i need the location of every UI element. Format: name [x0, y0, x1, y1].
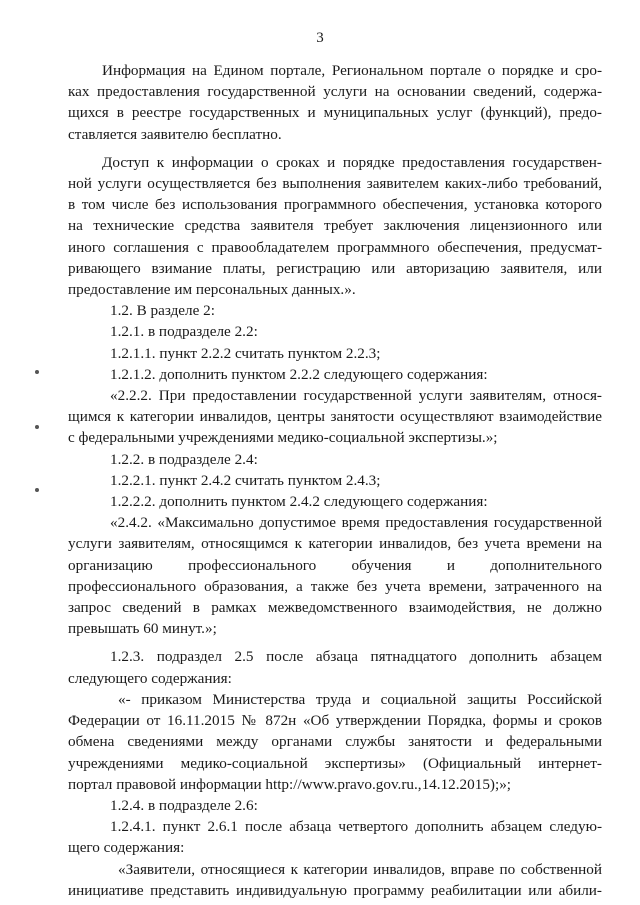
- text-line: «2.2.2. При предоставлении государственной услуги заявителям, относя-: [110, 387, 602, 405]
- text-line: профессионального образования, а также без учета времени, затраченного на: [68, 577, 602, 595]
- margin-mark: [35, 425, 39, 429]
- margin-mark: [35, 370, 39, 374]
- text-line: щихся в реестре государственных и муниципальных услуг (функций), предо-: [68, 104, 602, 122]
- text-line: превышать 60 минут.»;: [68, 620, 217, 638]
- page-number: 3: [316, 30, 324, 46]
- text-line: ной услуги осуществляется без выполнения заявителем каких-либо требований,: [68, 175, 602, 193]
- text-line: щего содержания:: [68, 839, 185, 857]
- text-line: следующего содержания:: [68, 669, 232, 687]
- text-line: на технические средства заявителя требует заключения лицензионного или: [68, 217, 602, 235]
- text-line: Доступ к информации о сроках и порядке предоставления государствен-: [102, 153, 602, 171]
- text-line: «Заявители, относящиеся к категории инвалидов, вправе по собственной: [118, 860, 602, 878]
- margin-mark: [35, 488, 39, 492]
- text-line: Информация на Едином портале, Региональном портале о порядке и сро-: [102, 62, 602, 79]
- text-line: ставляется заявителю бесплатно.: [68, 125, 282, 143]
- text-line: Федерации от 16.11.2015 № 872н «Об утверждении Порядка, формы и сроков: [68, 712, 602, 730]
- text-line: услуги заявителям, относящимся к категории инвалидов, без учета времени на: [68, 535, 602, 553]
- text-line: 1.2.1. в подразделе 2.2:: [110, 323, 258, 341]
- text-line: обмена сведениями между органами службы занятости и федеральными: [68, 733, 602, 751]
- text-line: 1.2.1.1. пункт 2.2.2 считать пунктом 2.2.3;: [110, 344, 381, 362]
- text-line: «- приказом Министерства труда и социальной защиты Российской: [118, 690, 602, 708]
- text-line: учреждениями медико-социальной экспертизы» (Официальный интернет-: [68, 754, 602, 772]
- text-line: 1.2.2.2. дополнить пунктом 2.4.2 следующего содержания:: [110, 493, 488, 511]
- text-line: 1.2.2. в подразделе 2.4:: [110, 450, 258, 468]
- text-line: инициативе представить индивидуальную программу реабилитации или абили-: [68, 881, 602, 899]
- text-line: 1.2.1.2. дополнить пунктом 2.2.2 следующего содержания:: [110, 365, 488, 383]
- text-line: 1.2.3. подраздел 2.5 после абзаца пятнадцатого дополнить абзацем: [110, 648, 602, 666]
- text-line: 1.2.4. в подразделе 2.6:: [110, 796, 258, 814]
- text-line: запрос сведений в рамках межведомственного взаимодействия, не должно: [68, 599, 602, 617]
- text-line: 1.2.2.1. пункт 2.4.2 считать пунктом 2.4.3;: [110, 471, 381, 489]
- document-body: [68, 60, 602, 901]
- text-line: с федеральными учреждениями медико-социальной экспертизы.»;: [68, 429, 498, 447]
- text-line: организацию профессионального обучения и дополнительного: [68, 556, 602, 574]
- text-line: предоставление им персональных данных.».: [68, 281, 356, 299]
- text-line: портал правовой информации http://www.pravo.gov.ru.,14.12.2015);»;: [68, 775, 512, 793]
- text-line: иного соглашения с правообладателем программного обеспечения, предусмат-: [68, 238, 602, 256]
- text-line: 1.2. В разделе 2:: [110, 302, 215, 320]
- text-line: 1.2.4.1. пункт 2.6.1 после абзаца четвертого дополнить абзацем следую-: [110, 818, 602, 836]
- text-line: «2.4.2. «Максимально допустимое время предоставления государственной: [110, 514, 602, 532]
- text-line: ках предоставления государственной услуги на основании сведений, содержа-: [68, 83, 602, 101]
- text-line: в том числе без использования программного обеспечения, установка которого: [68, 196, 602, 214]
- text-line: щимся к категории инвалидов, центры занятости осуществляют взаимодействие: [68, 408, 602, 426]
- text-line: ривающего взимание платы, регистрацию или авторизацию заявителя, или: [68, 259, 602, 277]
